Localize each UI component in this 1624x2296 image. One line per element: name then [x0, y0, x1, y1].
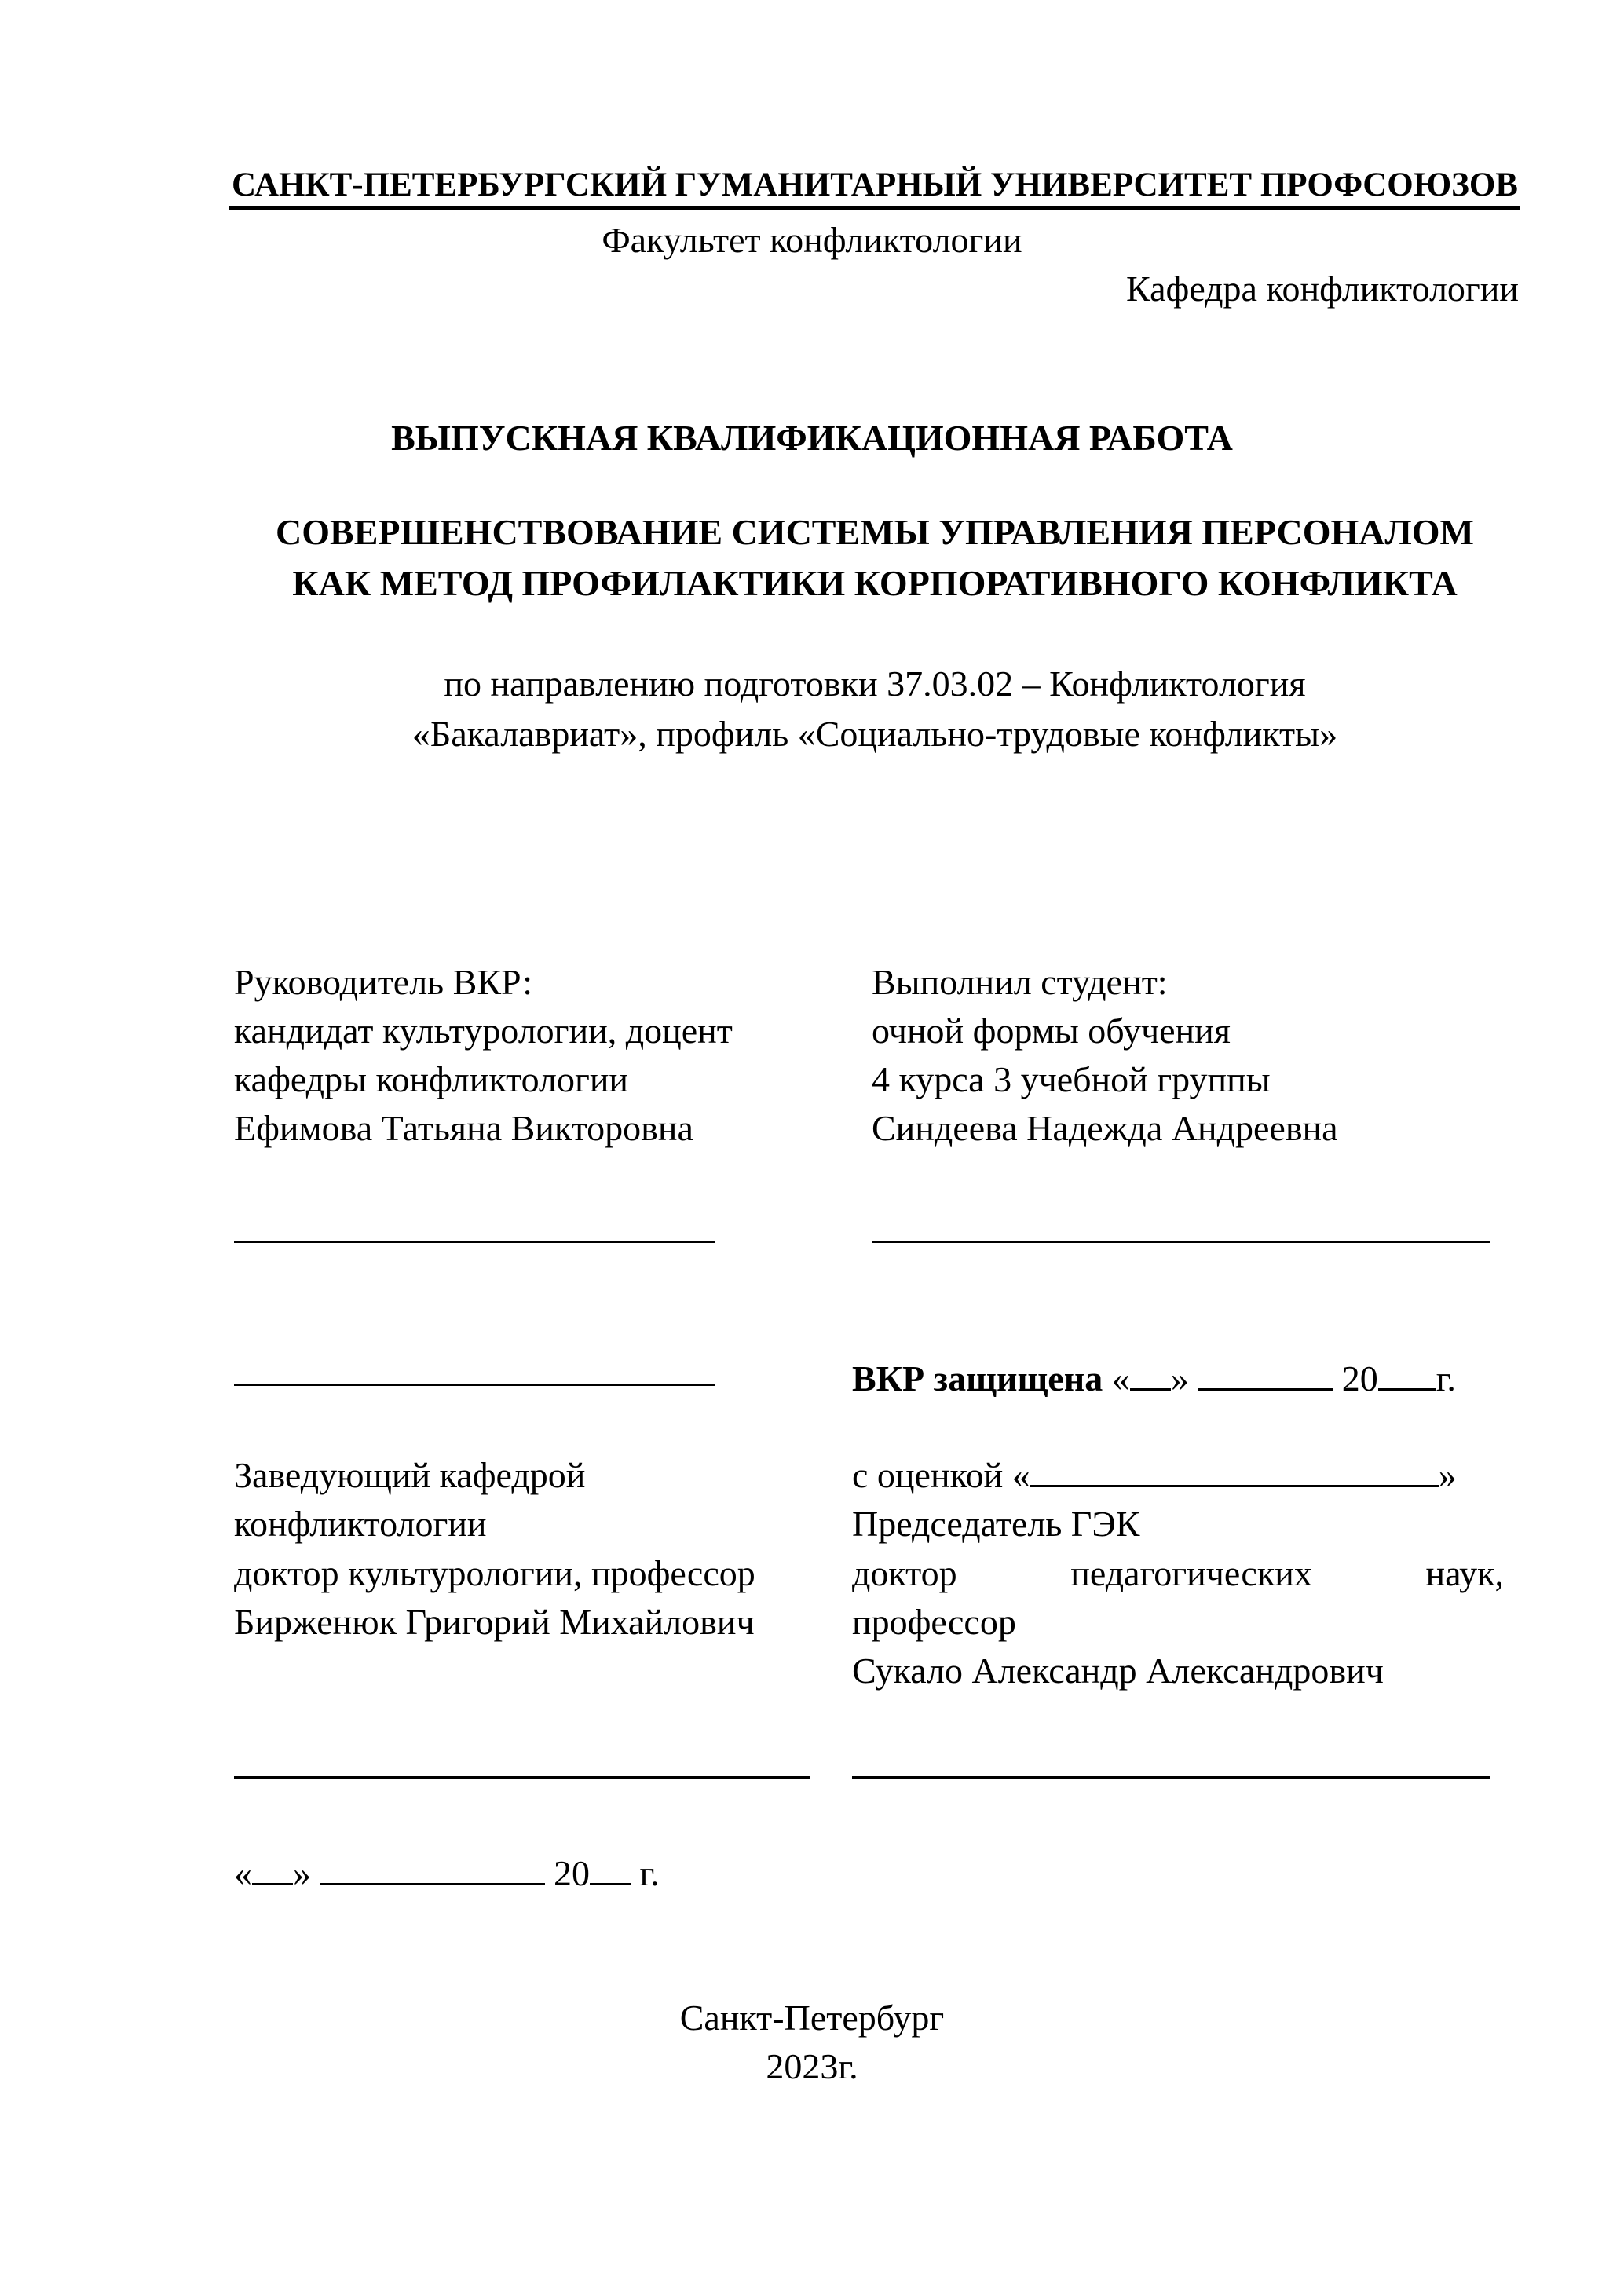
footer-year: 2023г. [766, 2046, 858, 2086]
supervisor-signature-line[interactable] [234, 1241, 715, 1243]
date-year-field[interactable] [590, 1856, 631, 1885]
grade-close-quote: » [1438, 1455, 1457, 1495]
defense-year-suffix: г. [1436, 1358, 1456, 1398]
defense-close-quote: » [1170, 1358, 1189, 1398]
defense-month-field[interactable] [1198, 1362, 1333, 1391]
student-label: Выполнил студент: [872, 962, 1168, 1002]
grade-field[interactable] [1030, 1458, 1439, 1487]
chairman-degree-word-3: наук, [1425, 1553, 1504, 1593]
head-signature-line[interactable] [234, 1776, 810, 1779]
chairman-degree [852, 1553, 1504, 1593]
chairman-name: Сукало Александр Александрович [852, 1651, 1384, 1691]
date-line [234, 1855, 660, 1892]
direction-line-2: «Бакалавриат», профиль «Социально-трудовые конфликты» [411, 714, 1338, 754]
chairman-title: профессор [852, 1602, 1016, 1642]
chairman-label: Председатель ГЭК [852, 1504, 1140, 1544]
head-label: Заведующий кафедрой [234, 1455, 586, 1495]
grade-line [852, 1457, 1457, 1493]
head-degree: доктор культурологии, профессор [234, 1553, 755, 1593]
date-close-quote: » [293, 1853, 311, 1893]
grade-label: с оценкой « [852, 1455, 1030, 1495]
date-year-suffix: г. [639, 1853, 660, 1893]
title-line-1: СОВЕРШЕНСТВОВАНИЕ СИСТЕМЫ УПРАВЛЕНИЯ ПЕРСОНАЛОМ [276, 512, 1474, 552]
defense-year-prefix: 20 [1341, 1358, 1378, 1398]
date-year-prefix: 20 [554, 1853, 590, 1893]
department-name: Кафедра конфликтологии [1126, 269, 1519, 309]
chairman-signature-line[interactable] [852, 1776, 1490, 1779]
defense-day-field[interactable] [1130, 1362, 1171, 1391]
faculty-name: Факультет конфликтологии [602, 220, 1022, 260]
student-name: Синдеева Надежда Андреевна [872, 1108, 1338, 1148]
date-open-quote: « [234, 1853, 252, 1893]
footer-city: Санкт-Петербург [679, 1998, 945, 2038]
supervisor-degree: кандидат культурологии, доцент [234, 1011, 733, 1051]
defense-label: ВКР защищена [852, 1358, 1103, 1398]
supervisor-department: кафедры конфликтологии [234, 1059, 629, 1099]
chairman-degree-word-2: педагогических [1070, 1553, 1312, 1593]
supervisor-date-signature-line[interactable] [234, 1384, 715, 1386]
work-type: ВЫПУСКНАЯ КВАЛИФИКАЦИОННАЯ РАБОТА [391, 418, 1233, 458]
supervisor-name: Ефимова Татьяна Викторовна [234, 1108, 693, 1148]
supervisor-label: Руководитель ВКР: [234, 962, 533, 1002]
university-name: САНКТ-ПЕТЕРБУРГСКИЙ ГУМАНИТАРНЫЙ УНИВЕРСИТЕТ ПРОФСОЮЗОВ [232, 166, 1518, 203]
direction-line-1: по направлению подготовки 37.03.02 – Конфликтология [444, 664, 1306, 704]
student-group: 4 курса 3 учебной группы [872, 1059, 1271, 1099]
title-line-2: КАК МЕТОД ПРОФИЛАКТИКИ КОРПОРАТИВНОГО КОНФЛИКТА [292, 563, 1458, 603]
header-rule [229, 206, 1520, 210]
defense-year-field[interactable] [1378, 1362, 1436, 1391]
student-form: очной формы обучения [872, 1011, 1231, 1051]
head-department: конфликтологии [234, 1504, 487, 1544]
date-day-field[interactable] [252, 1856, 293, 1885]
defense-line [852, 1358, 1456, 1398]
student-signature-line[interactable] [872, 1241, 1490, 1243]
chairman-degree-word-1: доктор [852, 1553, 957, 1593]
date-month-field[interactable] [320, 1856, 545, 1885]
defense-open-quote: « [1111, 1358, 1130, 1398]
head-name: Бирженюк Григорий Михайлович [234, 1602, 755, 1642]
